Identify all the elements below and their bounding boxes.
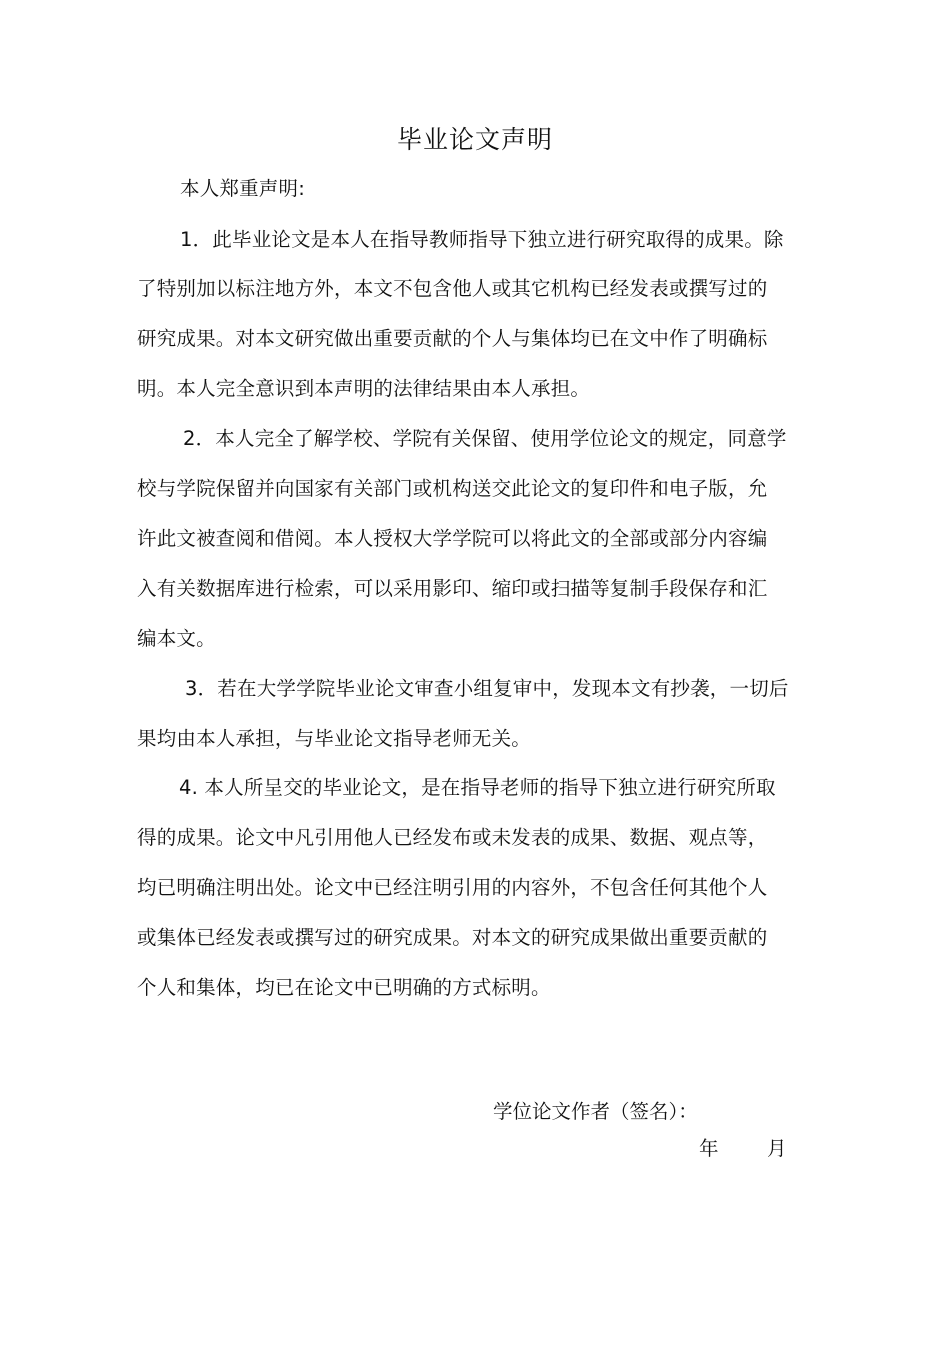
paragraph-line: 了特别加以标注地方外，本文不包含他人或其它机构已经发表或撰写过的 bbox=[137, 277, 768, 300]
paragraph-line: 研究成果。对本文研究做出重要贡献的个人与集体均已在文中作了明确标 bbox=[137, 327, 768, 350]
paragraph-line: 个人和集体，均已在论文中已明确的方式标明。 bbox=[137, 976, 551, 999]
paragraph-line: 均已明确注明出处。论文中已经注明引用的内容外，不包含任何其他个人 bbox=[137, 876, 768, 899]
paragraph-line: 2．本人完全了解学校、学院有关保留、使用学位论文的规定，同意学 bbox=[183, 427, 787, 450]
paragraph-line: 4. 本人所呈交的毕业论文，是在指导老师的指导下独立进行研究所取 bbox=[179, 776, 776, 799]
page-title: 毕业论文声明 bbox=[396, 125, 553, 154]
paragraph-line: 校与学院保留并向国家有关部门或机构送交此论文的复印件和电子版，允 bbox=[137, 477, 768, 500]
paragraph-line: 果均由本人承担，与毕业论文指导老师无关。 bbox=[137, 727, 532, 750]
paragraph-line: 3．若在大学学院毕业论文审查小组复审中，发现本文有抄袭，一切后 bbox=[185, 677, 789, 700]
date-month-label: 月 bbox=[767, 1137, 787, 1160]
paragraph-line: 1．此毕业论文是本人在指导教师指导下独立进行研究取得的成果。除 bbox=[180, 228, 784, 251]
paragraph-line: 许此文被查阅和借阅。本人授权大学学院可以将此文的全部或部分内容编 bbox=[137, 527, 768, 550]
date-year-label: 年 bbox=[699, 1137, 719, 1160]
paragraph-line: 或集体已经发表或撰写过的研究成果。对本文的研究成果做出重要贡献的 bbox=[137, 926, 768, 949]
paragraph-line: 编本文。 bbox=[137, 627, 216, 650]
paragraph-line: 得的成果。论文中凡引用他人已经发布或未发表的成果、数据、观点等， bbox=[137, 826, 768, 849]
paragraph-line: 明。本人完全意识到本声明的法律结果由本人承担。 bbox=[137, 377, 591, 400]
intro-text: 本人郑重声明: bbox=[180, 177, 305, 200]
author-signature-label: 学位论文作者（签名）： bbox=[493, 1100, 698, 1123]
paragraph-line: 入有关数据库进行检索，可以采用影印、缩印或扫描等复制手段保存和汇 bbox=[137, 577, 768, 600]
